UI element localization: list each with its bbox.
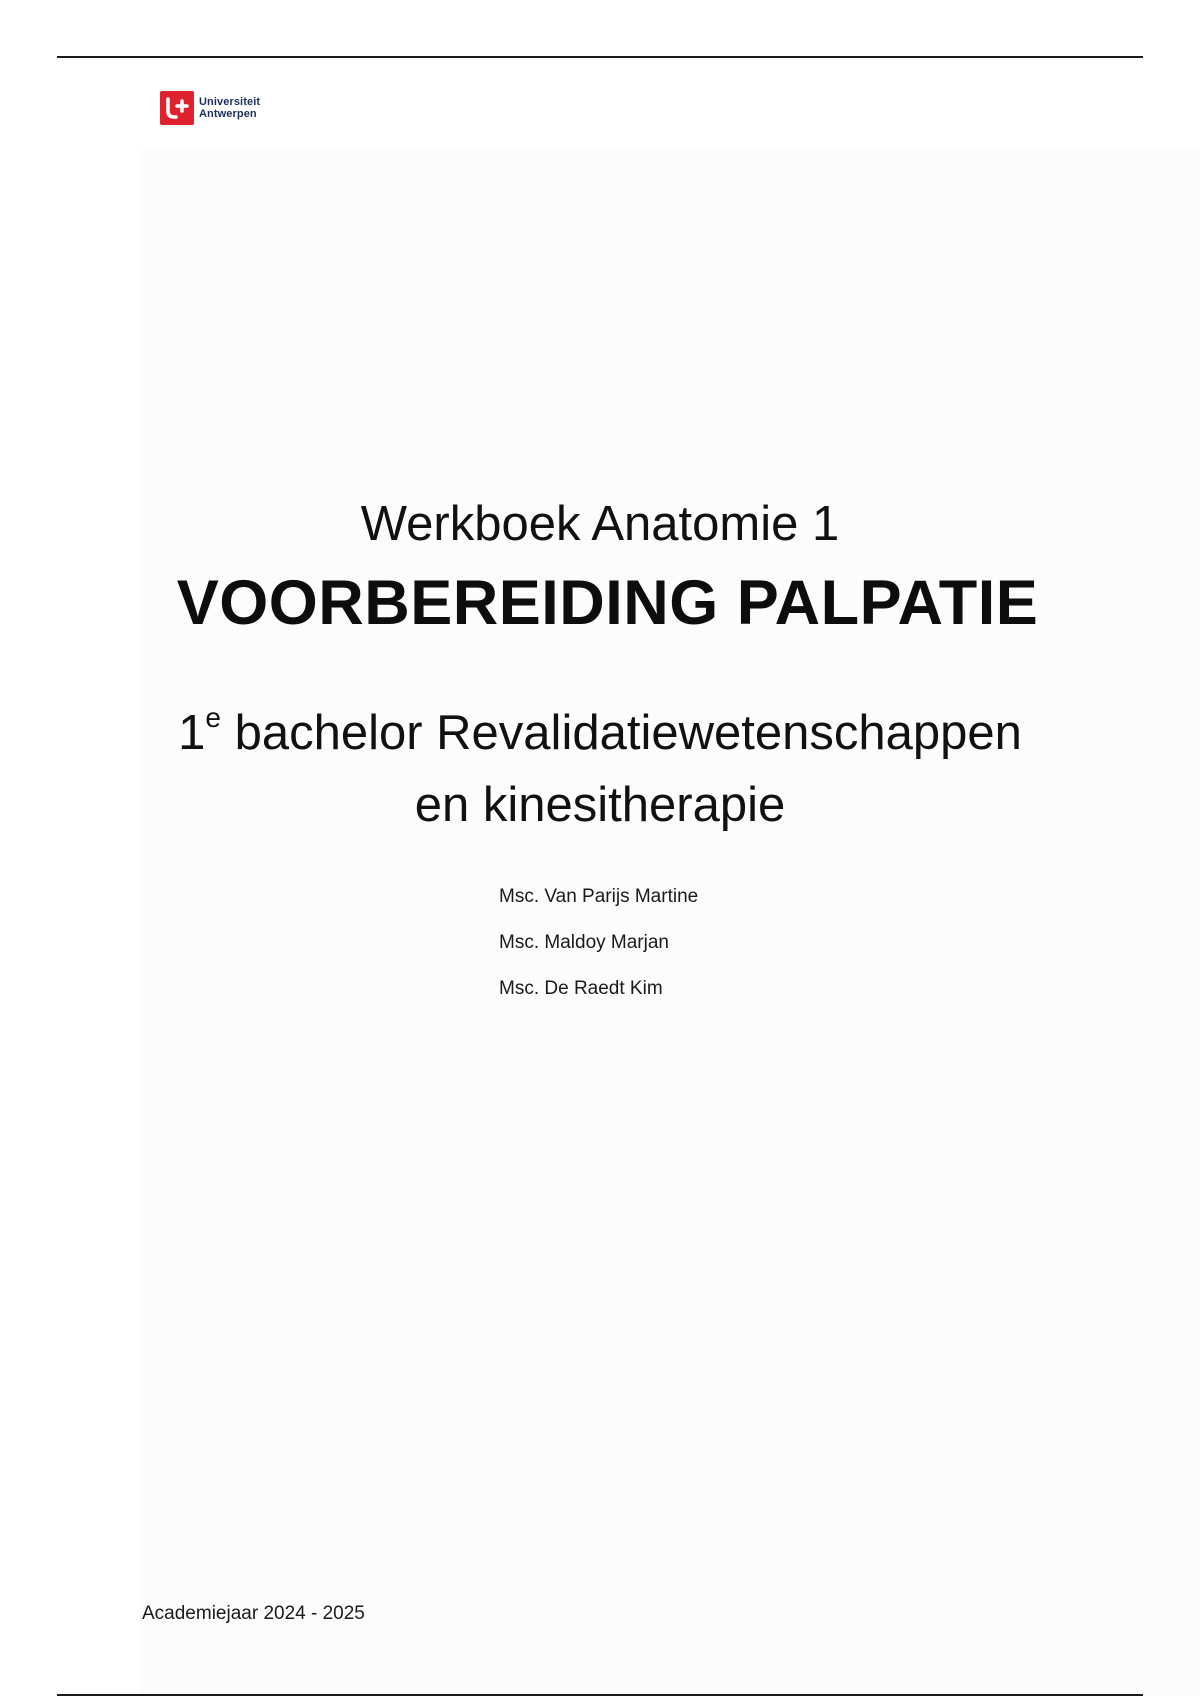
program-name bbox=[0, 697, 1200, 841]
author-item: Msc. Van Parijs Martine bbox=[499, 886, 699, 907]
cover-title: VOORBEREIDING PALPATIE bbox=[176, 568, 1039, 638]
author-list bbox=[499, 874, 698, 1012]
logo-line-2: Antwerpen bbox=[199, 108, 257, 120]
program-number: 1 bbox=[178, 706, 206, 760]
top-rule bbox=[57, 56, 1143, 58]
academic-year: Academiejaar 2024 - 2025 bbox=[142, 1603, 365, 1624]
program-line-1: bachelor Revalidatiewetenschappen bbox=[220, 706, 1022, 760]
university-logo bbox=[160, 86, 290, 130]
logo-line-1: Universiteit bbox=[199, 96, 261, 108]
program-line-2: en kinesitherapie bbox=[414, 778, 786, 832]
author-item: Msc. Maldoy Marjan bbox=[499, 932, 669, 953]
university-logo-text bbox=[199, 96, 260, 120]
author-item: Msc. De Raedt Kim bbox=[499, 978, 663, 999]
cover-subtitle: Werkboek Anatomie 1 bbox=[360, 497, 840, 551]
program-superscript: e bbox=[205, 702, 221, 733]
bottom-rule bbox=[57, 1694, 1143, 1696]
university-logo-mark-icon bbox=[160, 91, 194, 125]
